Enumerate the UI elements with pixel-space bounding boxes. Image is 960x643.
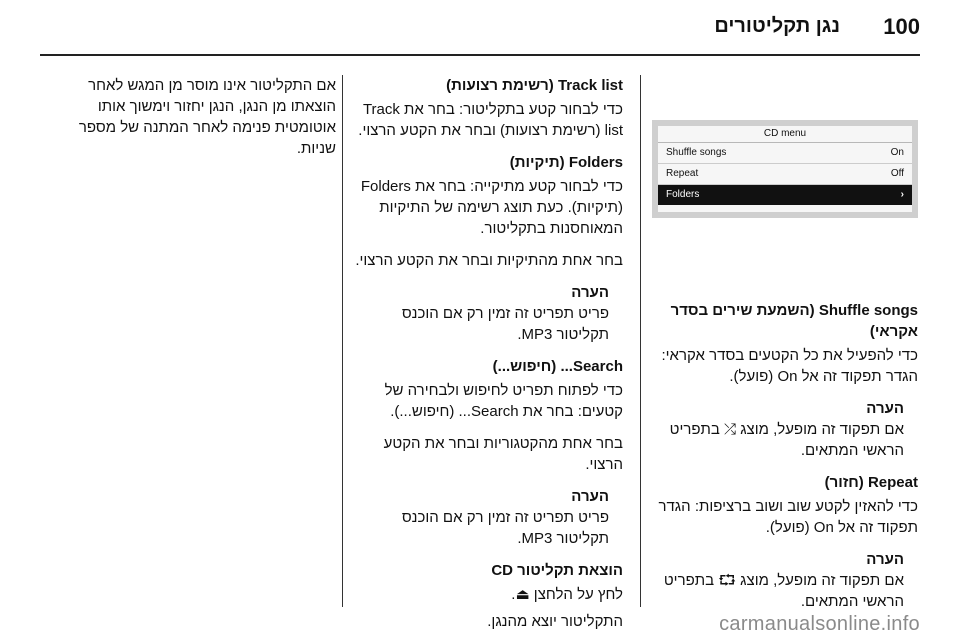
- note-label: הערה: [866, 400, 904, 417]
- repeat-text: כדי להאזין לקטע שוב ושוב ברציפות: הגדר תפקוד זה אל On (פועל).: [658, 498, 918, 536]
- eject-heading: הוצאת תקליטור CD: [491, 562, 623, 579]
- shuffle-note: [652, 398, 918, 461]
- repeat-note-text: אם תפקוד זה מופעל, מוצג ⮔ בתפריט הראשי המתאים.: [663, 572, 904, 610]
- tracklist-heading: Track list (רשימת רצועות): [446, 77, 623, 94]
- search-text-2: בחר אחת מהקטגוריות ובחר את הקטע הרצוי.: [383, 435, 623, 473]
- menu-row-value: Off: [890, 168, 904, 179]
- eject-continued-text: אם התקליטור אינו מוסר מן המגש לאחר הוצאתו מן הנגן, הנגן יחזור וימשוך אותו אוטומטית פנימה לאחר המתנה של מספר שניות.: [78, 77, 336, 157]
- column-divider-right: [640, 75, 641, 607]
- repeat-note: [652, 549, 918, 612]
- search-note-text: פריט תפריט זה זמין רק אם הוכנס תקליטור MP3.: [401, 509, 609, 547]
- eject-text-2: התקליטור יוצא מהנגן.: [487, 613, 623, 630]
- column-left: [40, 75, 336, 170]
- note-label: הערה: [866, 551, 904, 568]
- folders-note: [355, 282, 623, 345]
- header-divider: [40, 54, 920, 56]
- menu-row-label: Folders: [666, 189, 700, 200]
- search-heading: Search... (חיפוש...): [492, 358, 623, 375]
- tracklist-text: כדי לבחור קטע בתקליטור: בחר את Track list (רשימת רצועות) ובחר את הקטע הרצוי.: [358, 101, 623, 139]
- menu-row-label: Shuffle songs: [666, 147, 727, 158]
- page-header: [0, 0, 960, 60]
- repeat-heading: Repeat (חזור): [824, 474, 918, 491]
- shuffle-note-text: אם תפקוד זה מופעל, מוצג ⤮ בתפריט הראשי המתאים.: [669, 421, 904, 459]
- page-title: נגן תקליטורים: [714, 15, 840, 37]
- folders-text-2: בחר אחת מהתיקיות ובחר את הקטע הרצוי.: [355, 252, 623, 269]
- cd-menu-title: CD menu: [658, 126, 912, 143]
- folders-note-text: פריט תפריט זה זמין רק אם הוכנס תקליטור MP3.: [401, 305, 609, 343]
- cd-menu-screen: [658, 126, 912, 212]
- menu-row-repeat: [658, 164, 912, 185]
- column-middle: [355, 75, 623, 643]
- shuffle-heading: Shuffle songs (השמעת שירים בסדר אקראי): [670, 302, 918, 340]
- menu-row-label: Repeat: [666, 168, 699, 179]
- search-note: [355, 486, 623, 549]
- eject-text: לחץ על הלחצן ⏏.: [511, 586, 623, 603]
- watermark: carmanualsonline.info: [719, 613, 920, 635]
- search-text: כדי לפתוח תפריט לחיפוש ולבחירה של קטעים: בחר את Search... (חיפוש...).: [384, 382, 623, 420]
- column-divider-left: [342, 75, 343, 607]
- note-label: הערה: [571, 488, 609, 505]
- shuffle-text: כדי להפעיל את כל הקטעים בסדר אקראי: הגדר תפקוד זה אל On (פועל).: [661, 347, 918, 385]
- menu-row-value: On: [890, 147, 904, 158]
- menu-row-folders: [658, 185, 912, 205]
- column-right: [652, 300, 918, 623]
- chevron-right-icon: ›: [900, 189, 904, 200]
- folders-text: כדי לבחור קטע מתיקייה: בחר את Folders (תיקיות). כעת תוצג רשימה של התיקיות המאוחסנות בתקליטור.: [360, 178, 623, 237]
- note-label: הערה: [571, 284, 609, 301]
- menu-row-shuffle: [658, 143, 912, 164]
- page-number: 100: [883, 14, 920, 39]
- cd-menu-screenshot: [652, 120, 918, 218]
- folders-heading: Folders (תיקיות): [509, 154, 623, 171]
